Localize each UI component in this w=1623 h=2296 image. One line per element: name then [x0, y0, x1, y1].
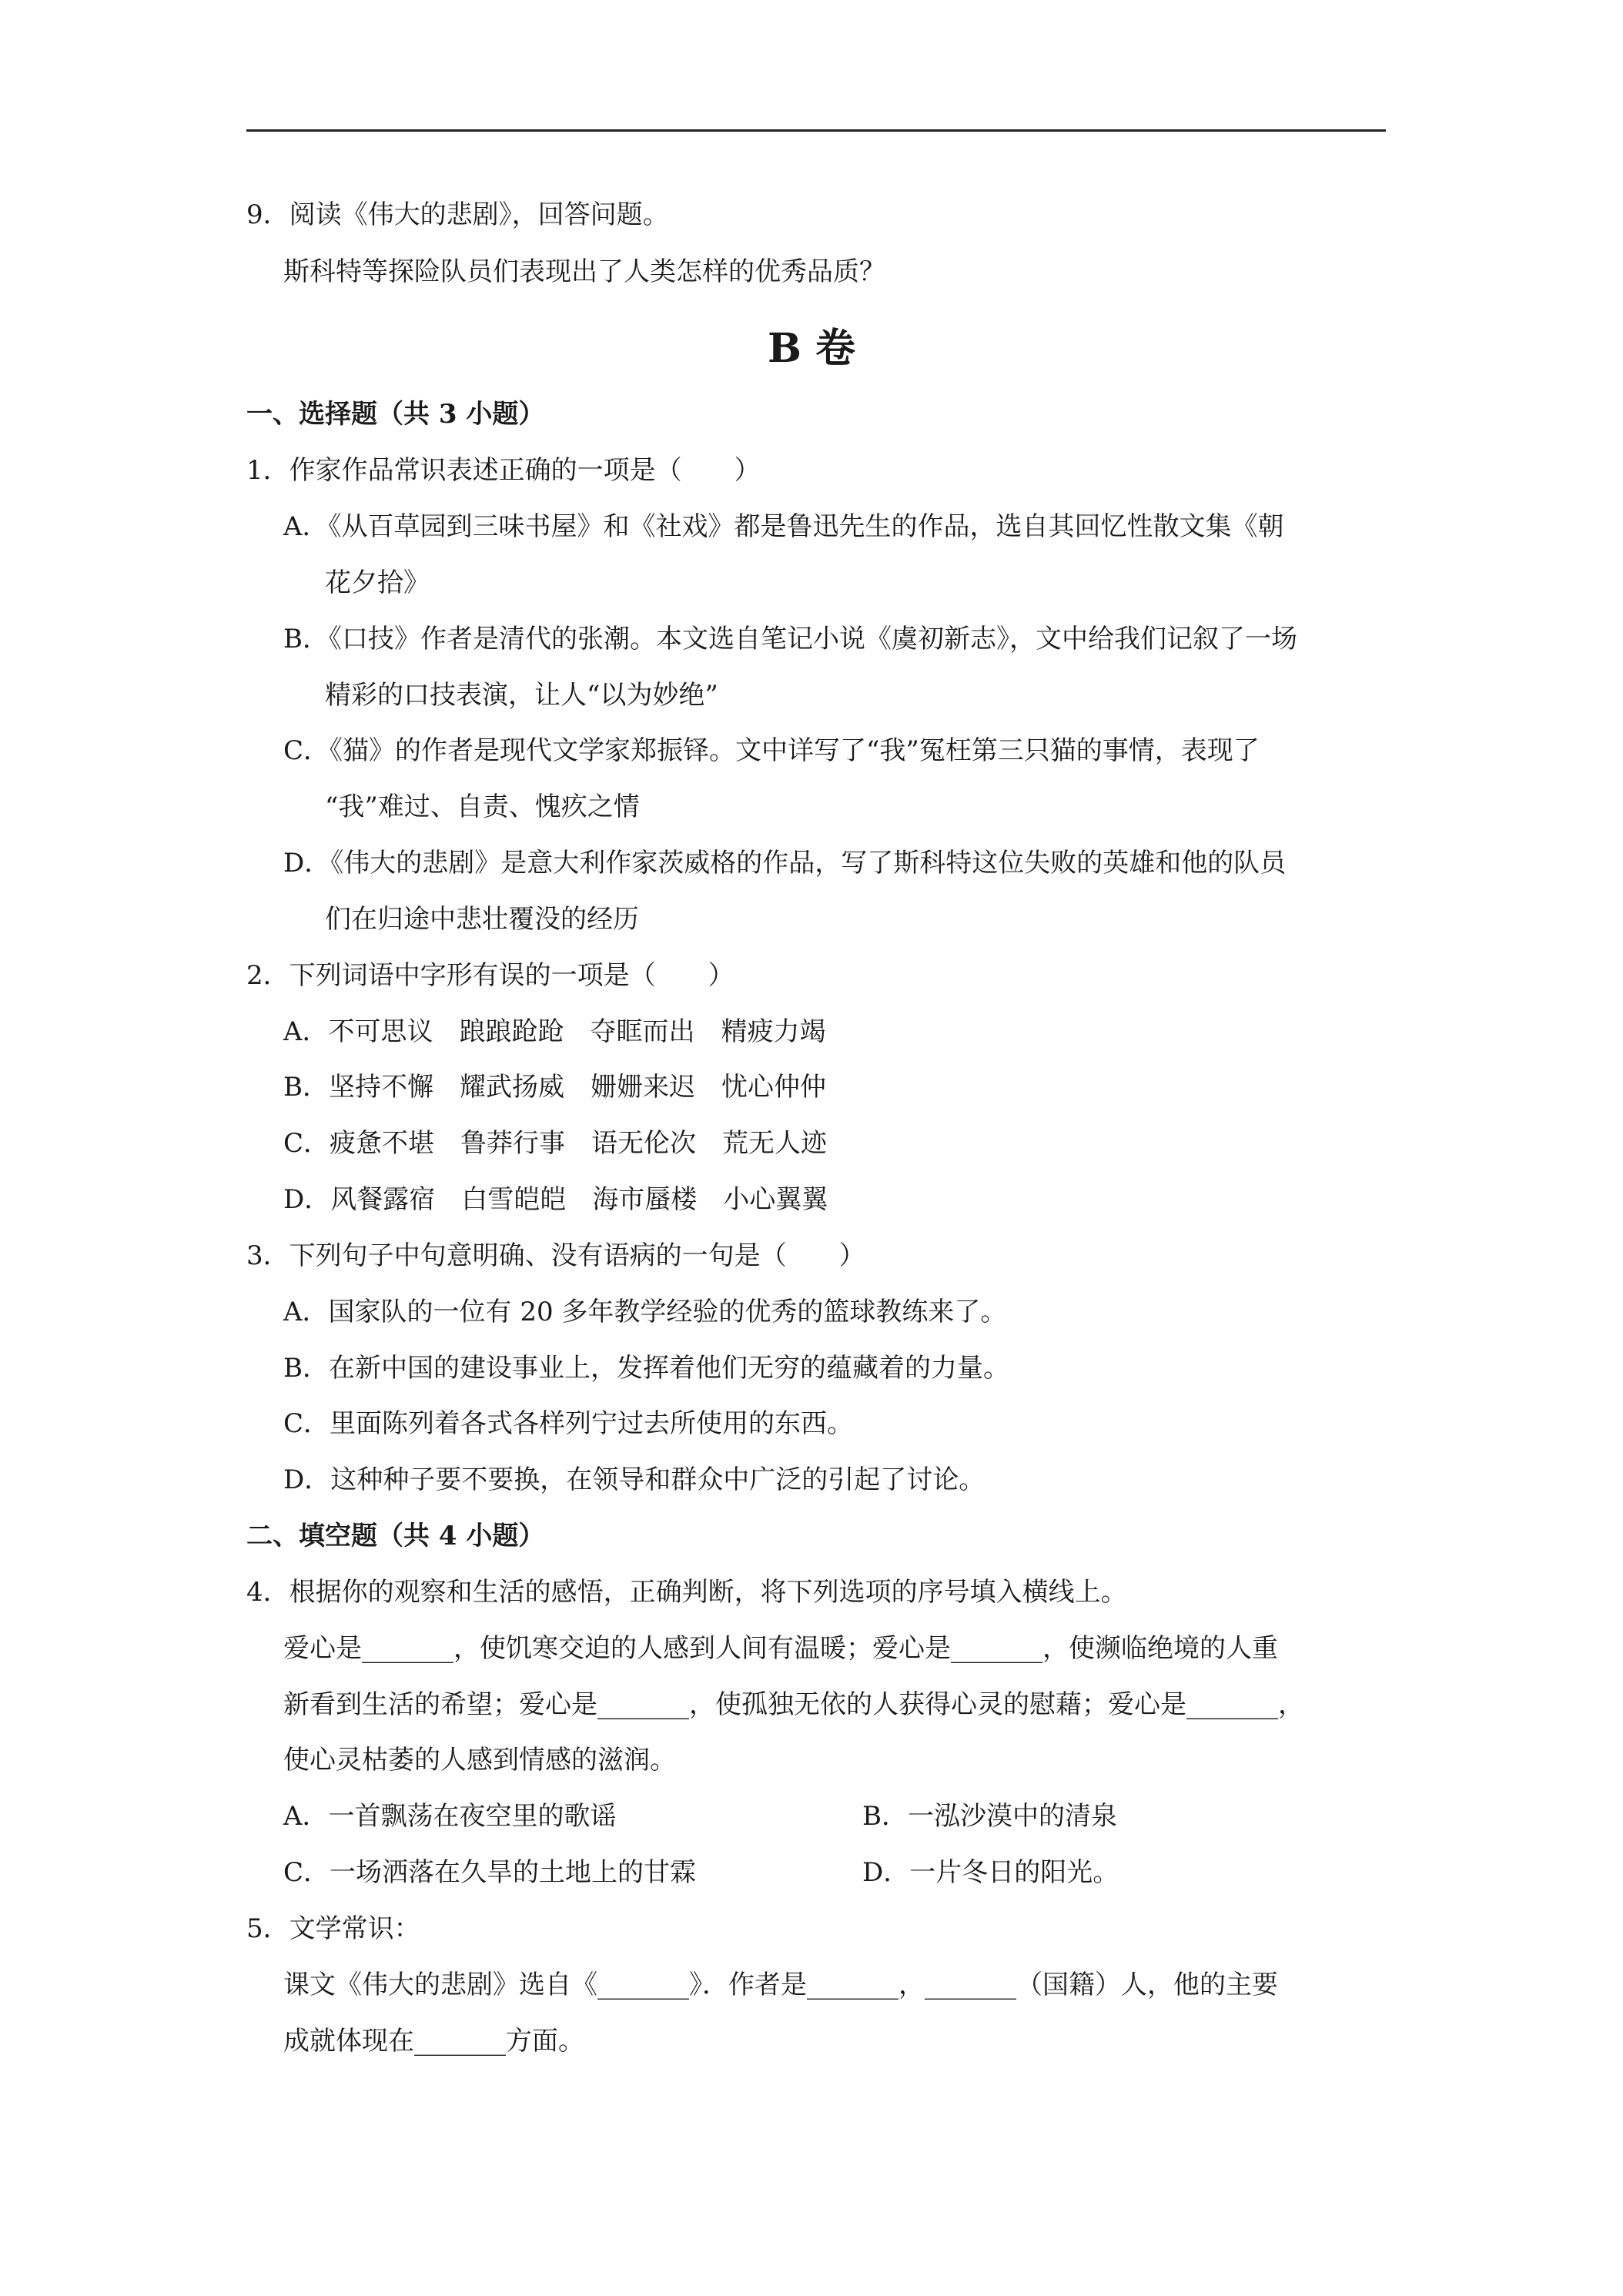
q4-option-a: A．一首飘荡在夜空里的歌谣	[283, 1801, 617, 1832]
q5-passage-line1: 课文《伟大的悲剧》选自《_______》．作者是_______，_______（国籍）人，他的主要	[283, 1970, 1278, 2000]
q2-option-b: B．坚持不懈 耀武扬威 姗姗来迟 忧心仲仲	[283, 1072, 826, 1103]
q1-stem: 1．作家作品常识表述正确的一项是（ ）	[246, 455, 761, 486]
q1-option-b-line1: B．《口技》作者是清代的张潮。本文选自笔记小说《虞初新志》，文中给我们记叙了一场	[283, 624, 1297, 654]
q3-option-c: C．里面陈列着各式各样列宁过去所使用的东西。	[283, 1408, 854, 1439]
q2-option-d: D．风餐露宿 白雪皑皑 海市蜃楼 小心翼翼	[283, 1184, 828, 1215]
q1-option-a-line2: 花夕拾》	[325, 567, 430, 598]
q1-option-c-line1: C．《猫》的作者是现代文学家郑振铎。文中详写了“我”冤枉第三只猫的事情，表现了	[283, 735, 1260, 766]
q4-stem: 4．根据你的观察和生活的感悟，正确判断，将下列选项的序号填入横线上。	[246, 1577, 1127, 1608]
q1-option-a-line1: A．《从百草园到三味书屋》和《社戏》都是鲁迅先生的作品，选自其回忆性散文集《朝	[283, 511, 1284, 542]
q1-option-d-line2: 们在归途中悲壮覆没的经历	[325, 904, 639, 935]
q4-option-d: D．一片冬日的阳光。	[862, 1857, 1119, 1888]
q1-option-b-line2: 精彩的口技表演，让人“以为妙绝”	[325, 680, 718, 711]
section-title: B 卷	[767, 325, 856, 372]
q4-passage-line1: 爱心是_______，使饥寒交迫的人感到人间有温暖；爱心是_______，使濒临绝境的人重	[283, 1633, 1278, 1664]
q2-stem: 2．下列词语中字形有误的一项是（ ）	[246, 960, 735, 991]
q4-passage-line2: 新看到生活的希望；爱心是_______，使孤独无依的人获得心灵的慰藉；爱心是_______，	[283, 1689, 1304, 1720]
section2-heading: 二、填空题（共 4 小题）	[246, 1521, 545, 1551]
section1-heading: 一、选择题（共 3 小题）	[246, 399, 545, 430]
q9-subquestion: 斯科特等探险队员们表现出了人类怎样的优秀品质？	[283, 256, 885, 287]
q4-passage-line3: 使心灵枯萎的人感到情感的滋润。	[283, 1745, 676, 1776]
q3-stem: 3．下列句子中句意明确、没有语病的一句是（ ）	[246, 1240, 865, 1271]
q3-option-b: B．在新中国的建设事业上，发挥着他们无穷的蕴藏着的力量。	[283, 1353, 1009, 1384]
q5-passage-line2: 成就体现在_______方面。	[283, 2026, 584, 2057]
q3-option-d: D．这种种子要不要换，在领导和群众中广泛的引起了讨论。	[283, 1464, 986, 1495]
q5-stem: 5．文学常识：	[246, 1913, 420, 1944]
q4-option-c: C．一场洒落在久旱的土地上的甘霖	[283, 1857, 697, 1888]
q1-option-c-line2: “我”难过、自责、愧疚之情	[325, 792, 640, 822]
q2-option-a: A．不可思议 踉踉跄跄 夺眶而出 精疲力竭	[283, 1016, 826, 1047]
q4-option-b: B．一泓沙漠中的清泉	[862, 1801, 1117, 1832]
q9-stem: 9．阅读《伟大的悲剧》，回答问题。	[246, 199, 669, 230]
q1-option-d-line1: D．《伟大的悲剧》是意大利作家茨威格的作品，写了斯科特这位失败的英雄和他的队员	[283, 848, 1287, 879]
q3-option-a: A．国家队的一位有 20 多年教学经验的优秀的篮球教练来了。	[283, 1297, 1007, 1327]
q2-option-c: C．疲惫不堪 鲁莽行事 语无伦次 荒无人迹	[283, 1128, 828, 1159]
header-rule	[246, 129, 1386, 132]
